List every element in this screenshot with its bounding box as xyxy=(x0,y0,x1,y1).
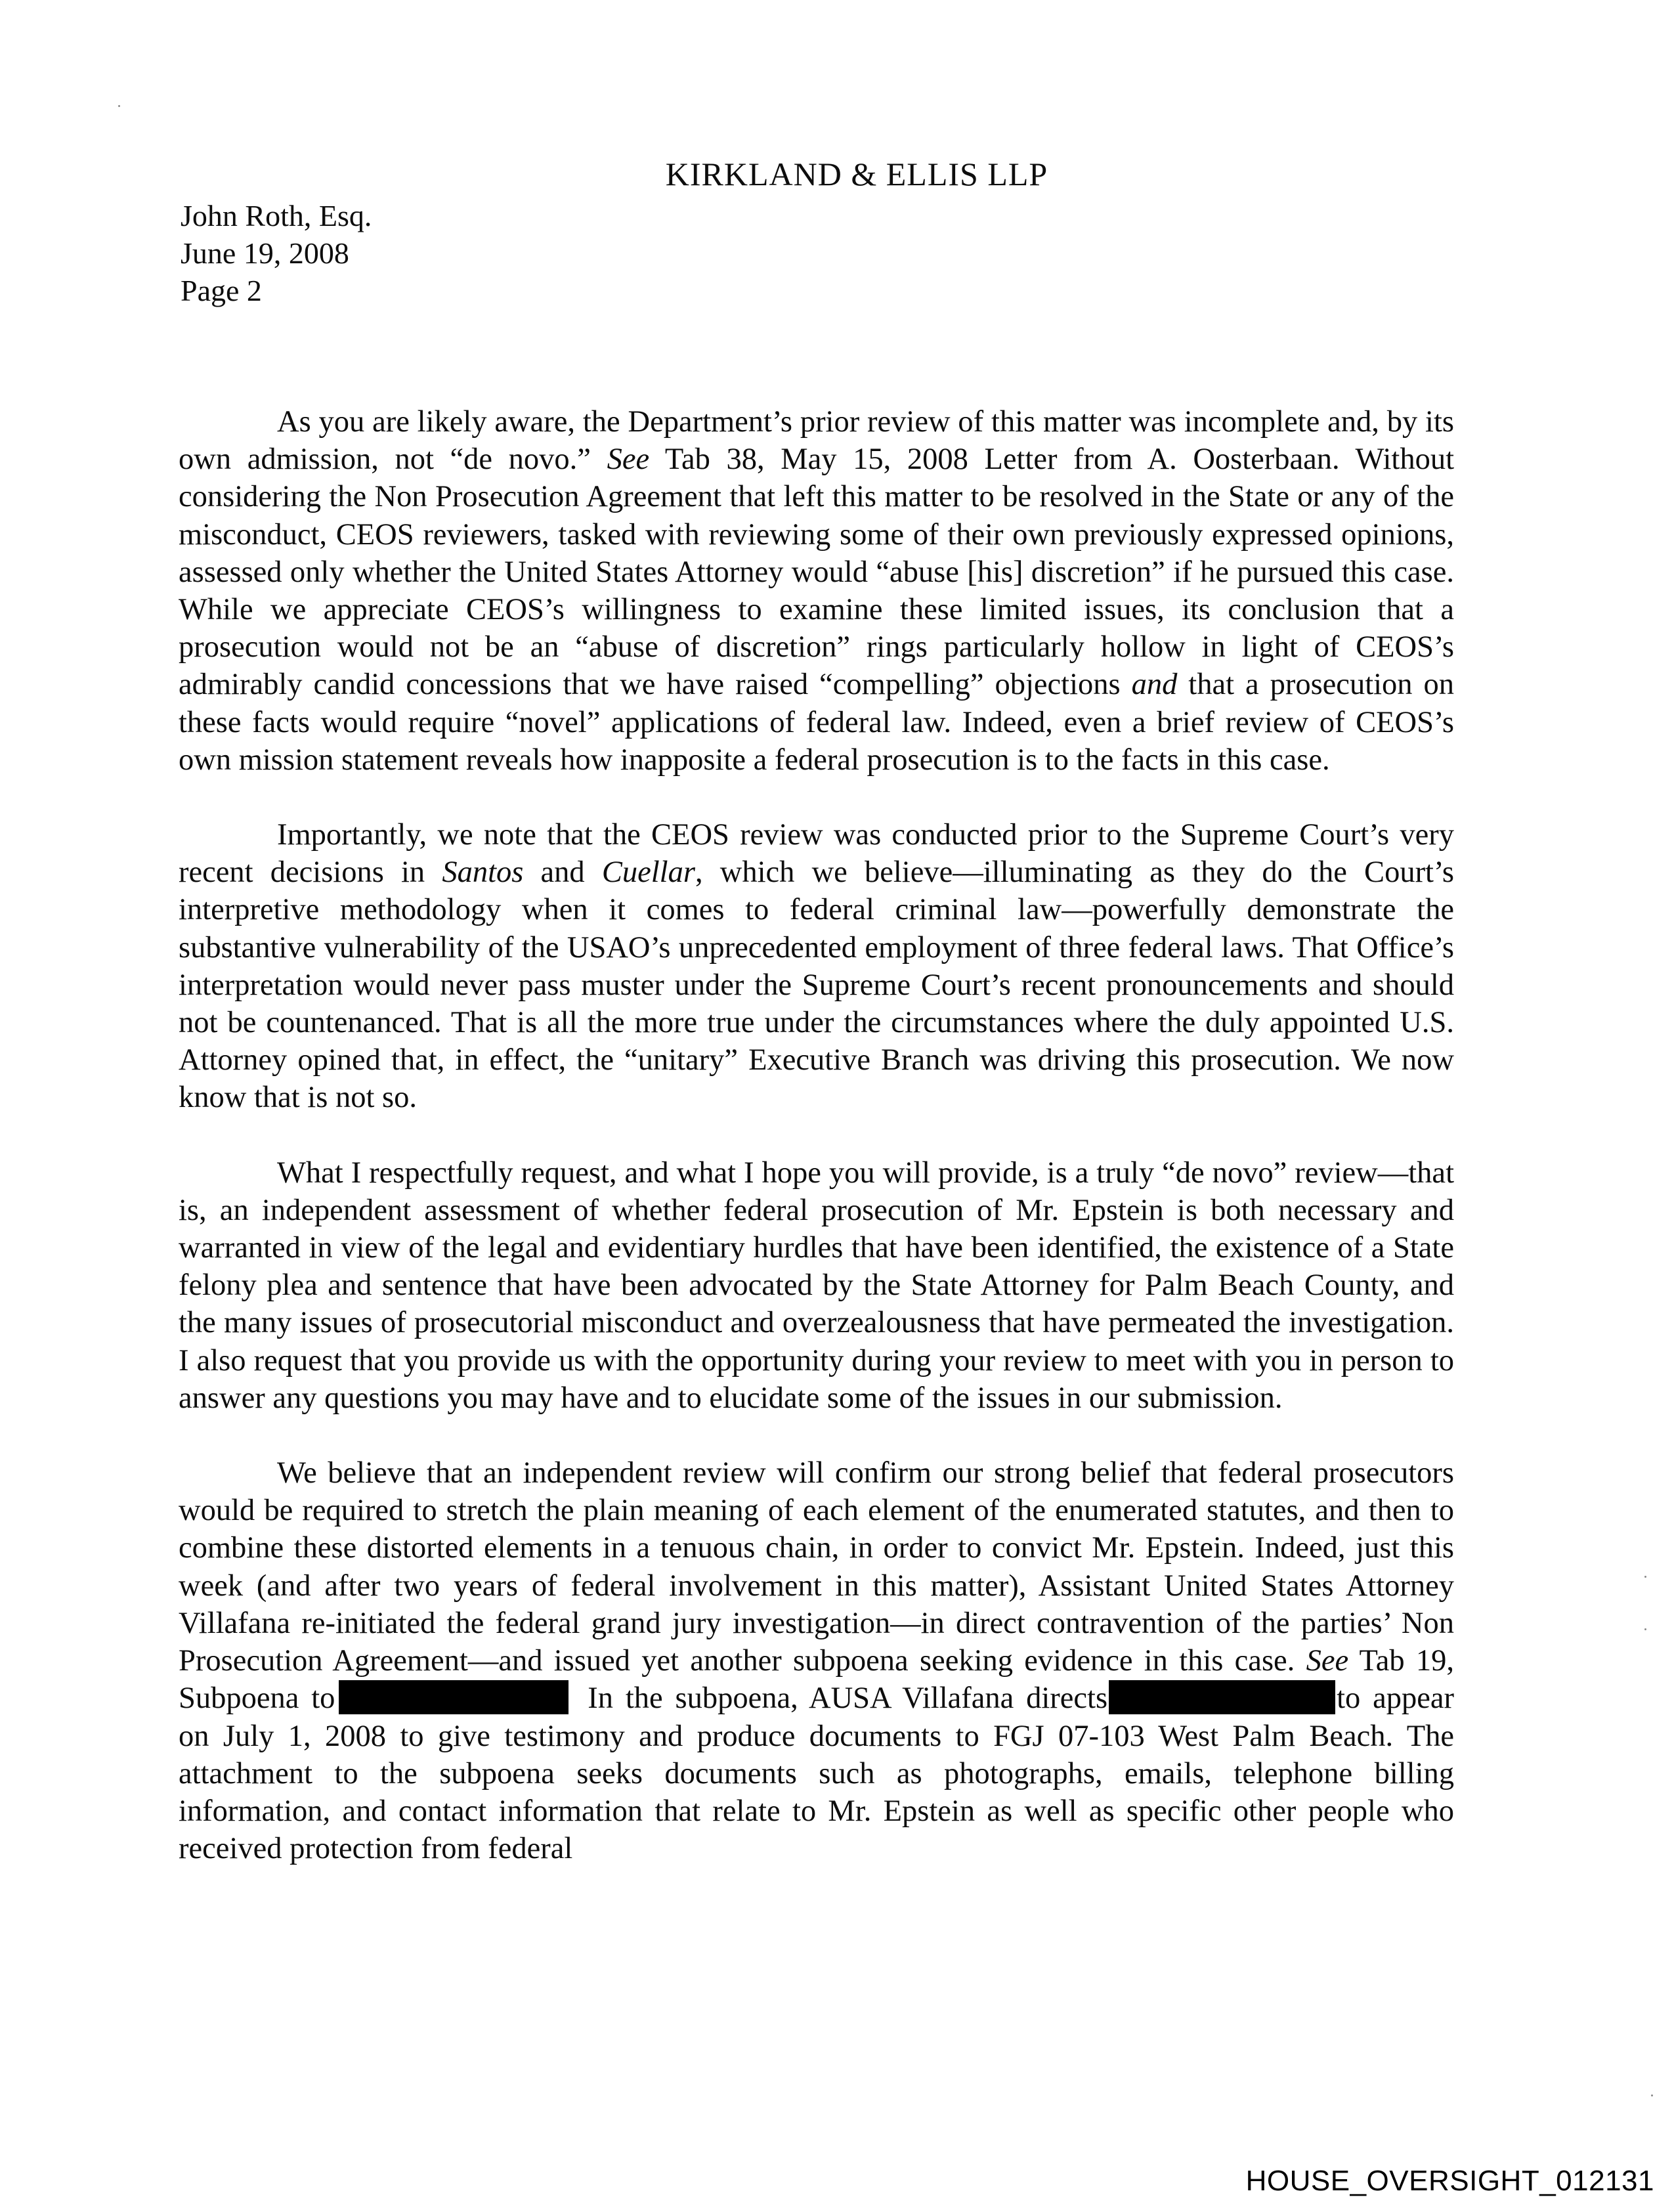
letter-body xyxy=(179,403,1454,1867)
redaction-box xyxy=(339,1680,569,1714)
paragraph-prior-review: As you are likely aware, the Department’s prior review of this matter was incomplete and, by its own admission, not “de novo.” See Tab 38, May 15, 2008 Letter from A. Oosterbaan. Without considering the Non Prosecution Agreement that left this matter to be resolved in the State or any of the misconduct, CEOS reviewers, tasked with reviewing some of their own previously expressed opinions, assessed only whether the United States Attorney would “abuse [his] discretion” if he pursued this case. While we appreciate CEOS’s willingness to examine these limited issues, its conclusion that a prosecution would not be an “abuse of discretion” rings particularly hollow in light of CEOS’s admirably candid concessions that we have raised “compelling” objections and that a prosecution on these facts would require “novel” applications of federal law. Indeed, even a brief review of CEOS’s own mission statement reveals how inapposite a federal prosecution is to the facts in this case. xyxy=(179,405,1454,777)
paragraph-independent-review: We believe that an independent review will confirm our strong belief that federal prosecutors would be required to stretch the plain meaning of each element of the enumerated statutes, and then to combine these distorted elements in a tenuous chain, in order to convict Mr. Epstein. Indeed, just this week (and after two years of federal involvement in this matter), Assistant United States Attorney Villafana re-initiated the federal grand jury investigation—in direct contravention of the parties’ Non Prosecution Agreement—and issued yet another subpoena seeking evidence in this case. See Tab 19, Subpoena to In the subpoena, AUSA Villafana directs to appear on July 1, 2008 to give testimony and produce documents to FGJ 07-103 West Palm Beach. The attachment to the subpoena seeks documents such as photographs, emails, telephone billing information, and contact information that relate to Mr. Epstein as well as specific other people who received protection from federal xyxy=(179,1456,1454,1866)
address-block xyxy=(181,197,372,309)
scan-speck xyxy=(1651,2094,1653,2096)
page-number: Page 2 xyxy=(181,274,262,307)
recipient-name: John Roth, Esq. xyxy=(181,199,372,232)
scan-speck xyxy=(118,105,120,107)
letterhead-firm-name: KIRKLAND & ELLIS LLP xyxy=(665,156,1048,192)
paragraph-request: What I respectfully request, and what I hope you will provide, is a truly “de novo” review—that is, an independent assessment of whether federal prosecution of Mr. Epstein is both necessary and warranted in view of the legal and evidentiary hurdles that have been identified, the existence of a State felony plea and sentence that have been advocated by the State Attorney for Palm Beach County, and the many issues of prosecutorial misconduct and overzealousness that have permeated the investigation. I also request that you provide us with the opportunity during your review to meet with you in person to answer any questions you may have and to elucidate some of the issues in our submission. xyxy=(179,1156,1454,1415)
letter-date: June 19, 2008 xyxy=(181,236,349,270)
bates-number: HOUSE_OVERSIGHT_012131 xyxy=(1245,2165,1654,2197)
scan-speck xyxy=(1644,1576,1646,1578)
scan-speck xyxy=(1644,1628,1646,1630)
redaction-box xyxy=(1109,1680,1335,1714)
paragraph-supreme-court: Importantly, we note that the CEOS review was conducted prior to the Supreme Court’s very recent decisions in Santos and Cuellar, which we believe—illuminating as they do the Court’s interpretive methodology when it comes to federal criminal law—powerfully demonstrate the substantive vulnerability of the USAO’s unprecedented employment of three federal laws. That Office’s interpretation would never pass muster under the Supreme Court’s recent pronouncements and should not be countenanced. That is all the more true under the circumstances where the duly appointed U.S. Attorney opined that, in effect, the “unitary” Executive Branch was driving this prosecution. We now know that is not so. xyxy=(179,818,1454,1115)
